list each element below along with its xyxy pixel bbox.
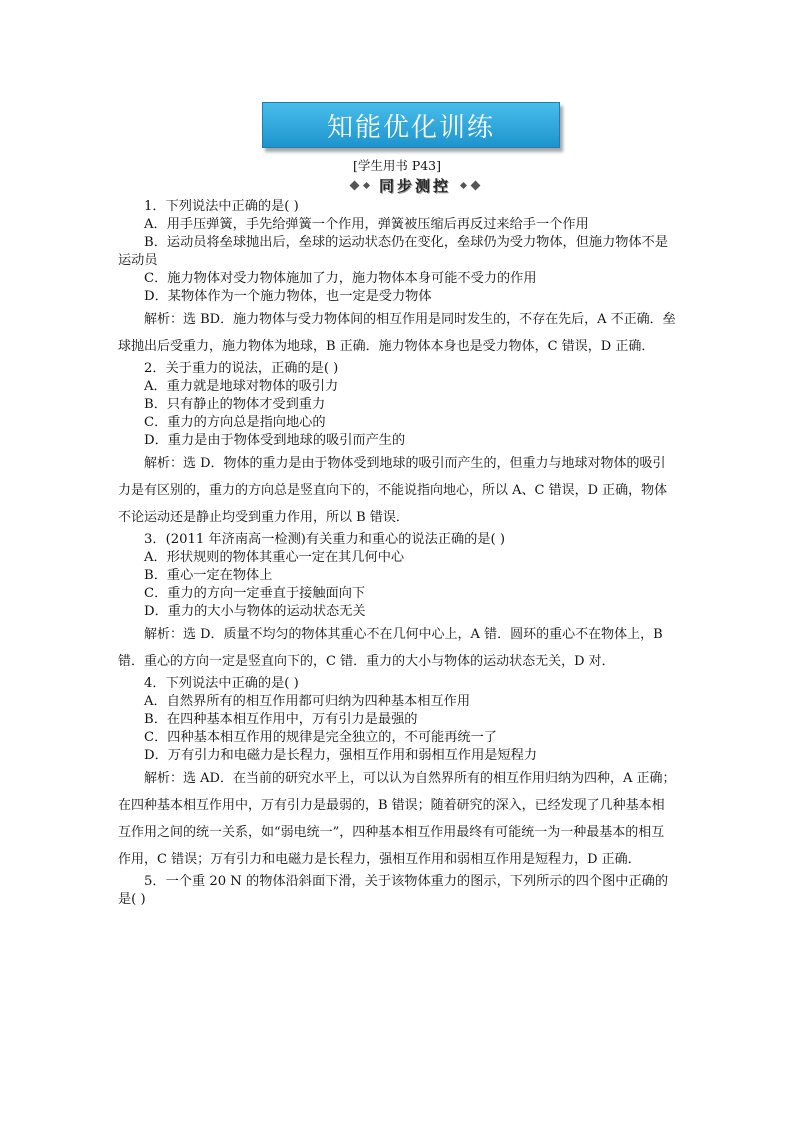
option-a: A．形状规则的物体其重心一定在其几何中心 bbox=[144, 550, 405, 565]
question-stem: 2．关于重力的说法，正确的是( ) bbox=[144, 361, 339, 376]
option-a: A．重力就是地球对物体的吸引力 bbox=[144, 379, 339, 394]
question-5 bbox=[118, 873, 676, 909]
explanation: 解析：选 BD．施力物体与受力物体间的相互作用是同时发生的，不存在先后，A 不正确．垒球抛出后受重力，施力物体为地球，B 正确．施力物体本身也是受力物体，C 错误，D 正确． bbox=[118, 312, 676, 354]
option-d: D．重力是由于物体受到地球的吸引而产生的 bbox=[144, 433, 406, 448]
option-b: B．只有静止的物体才受到重力 bbox=[144, 397, 326, 412]
option-d: D．重力的大小与物体的运动状态无关 bbox=[144, 604, 366, 619]
question-stem: 3．(2011 年济南高一检测)有关重力和重心的说法正确的是( ) bbox=[144, 532, 506, 547]
exercise-list bbox=[118, 198, 676, 909]
question-2 bbox=[118, 360, 676, 531]
question-4 bbox=[118, 675, 676, 873]
option-b: B．在四种基本相互作用中，万有引力是最强的 bbox=[144, 712, 418, 727]
question-stem: 4．下列说法中正确的是( ) bbox=[144, 676, 299, 691]
section-title: 同步测控 bbox=[378, 176, 451, 195]
option-b: B．重心一定在物体上 bbox=[144, 568, 273, 583]
diamond-icon bbox=[350, 180, 360, 190]
question-3 bbox=[118, 531, 676, 675]
page-title: 知能优化训练 bbox=[326, 112, 495, 143]
diamond-icon bbox=[460, 181, 467, 188]
diamond-icon bbox=[471, 180, 481, 190]
question-1 bbox=[118, 198, 676, 360]
option-d: D．万有引力和电磁力是长程力，强相互作用和弱相互作用是短程力 bbox=[144, 748, 538, 763]
question-stem: 5．一个重 20 N 的物体沿斜面下滑，关于该物体重力的图示，下列所示的四个图中正确的是( ) bbox=[118, 874, 669, 907]
section-header bbox=[330, 175, 500, 195]
textbook-reference: [学生用书 P43] bbox=[352, 158, 442, 173]
question-stem: 1．下列说法中正确的是( ) bbox=[144, 199, 299, 214]
option-c: C．四种基本相互作用的规律是完全独立的，不可能再统一了 bbox=[144, 730, 497, 745]
diamond-icon bbox=[363, 181, 370, 188]
option-b: B．运动员将垒球抛出后，垒球的运动状态仍在变化，垒球仍为受力物体，但施力物体不是运动员 bbox=[118, 235, 668, 268]
option-c: C．重力的方向一定垂直于接触面向下 bbox=[144, 586, 366, 601]
explanation: 解析：选 D．物体的重力是由于物体受到地球的吸引而产生的，但重力与地球对物体的吸引力是有区别的，重力的方向总是竖直向下的，不能说指向地心，所以 A、C 错误，D 正确，物体不论运动还是静止均受到重力作用，所以 B 错误． bbox=[118, 456, 668, 525]
explanation: 解析：选 D．质量不均匀的物体其重心不在几何中心上，A 错．圆环的重心不在物体上，B 错．重心的方向一定是竖直向下的，C 错．重力的大小与物体的运动状态无关，D 对． bbox=[118, 627, 663, 669]
explanation: 解析：选 AD．在当前的研究水平上，可以认为自然界所有的相互作用归纳为四种，A 正确；在四种基本相互作用中，万有引力是最弱的，B 错误；随着研究的深入，已经发现了几种基本相互作用之间的统一关系，如“弱电统一”，四种基本相互作用最终有可能统一为一种最基本的相互作用，C 错误；万有引力和电磁力是长程力，强相互作用和弱相互作用是短程力，D 正确． bbox=[118, 771, 676, 867]
option-d: D．某物体作为一个施力物体，也一定是受力物体 bbox=[144, 289, 432, 304]
title-banner bbox=[262, 102, 560, 148]
option-c: C．重力的方向总是指向地心的 bbox=[144, 415, 326, 430]
option-c: C．施力物体对受力物体施加了力，施力物体本身可能不受力的作用 bbox=[144, 271, 537, 286]
option-a: A．自然界所有的相互作用都可归纳为四种基本相互作用 bbox=[144, 694, 471, 709]
option-a: A．用手压弹簧，手先给弹簧一个作用，弹簧被压缩后再反过来给手一个作用 bbox=[144, 217, 589, 232]
